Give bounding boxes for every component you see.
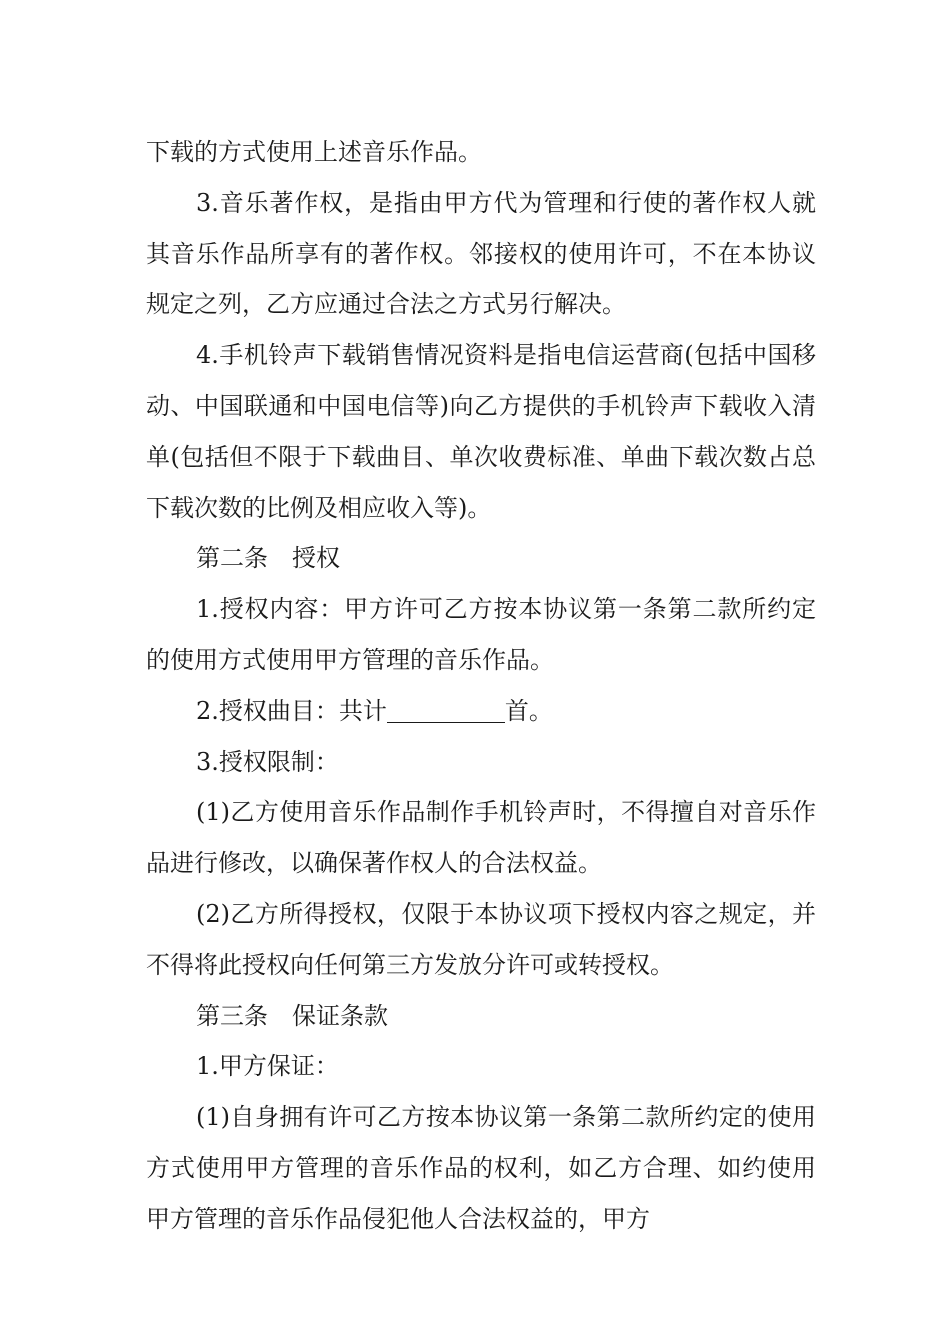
paragraph-license-tracks (146, 686, 816, 737)
paragraph-license-content: 1.授权内容：甲方许可乙方按本协议第一条第二款所约定的使用方式使用甲方管理的音乐作品。 (146, 595, 816, 674)
article-2-heading: 第二条 授权 (196, 544, 340, 573)
license-tracks-suffix: 首。 (504, 696, 553, 725)
paragraph-ringtone-sales-data: 4.手机铃声下载销售情况资料是指电信运营商(包括中国移动、中国联通和中国电信等)向乙方提供的手机铃声下载收入清单(包括但不限于下载曲目、单次收费标准、单曲下载次数占总下载次数的比例及相应收入等)。 (146, 341, 816, 522)
paragraph-continuation: 下载的方式使用上述音乐作品。 (146, 138, 482, 166)
paragraph-music-copyright: 3.音乐著作权，是指由甲方代为管理和行使的著作权人就其音乐作品所享有的著作权。邻接权的使用许可，不在本协议规定之列，乙方应通过合法之方式另行解决。 (146, 188, 816, 319)
track-count-blank (387, 698, 505, 723)
paragraph-restriction-1: (1)乙方使用音乐作品制作手机铃声时，不得擅自对音乐作品进行修改，以确保著作权人的合法权益。 (146, 798, 816, 878)
license-tracks-label: 2.授权曲目：共计 (196, 696, 387, 725)
paragraph-restriction-2: (2)乙方所得授权，仅限于本协议项下授权内容之规定，并不得将此授权向任何第三方发放分许可或转授权。 (146, 899, 816, 979)
article-3-heading: 第三条 保证条款 (196, 1001, 388, 1030)
paragraph-guarantee-1: (1)自身拥有许可乙方按本协议第一条第二款所约定的使用方式使用甲方管理的音乐作品的权利，如乙方合理、如约使用甲方管理的音乐作品侵犯他人合法权益的，甲方 (146, 1103, 816, 1233)
paragraph-license-restrictions: 3.授权限制： (196, 747, 339, 776)
paragraph-party-a-guarantee: 1.甲方保证： (196, 1052, 339, 1081)
document-body (146, 127, 816, 1245)
